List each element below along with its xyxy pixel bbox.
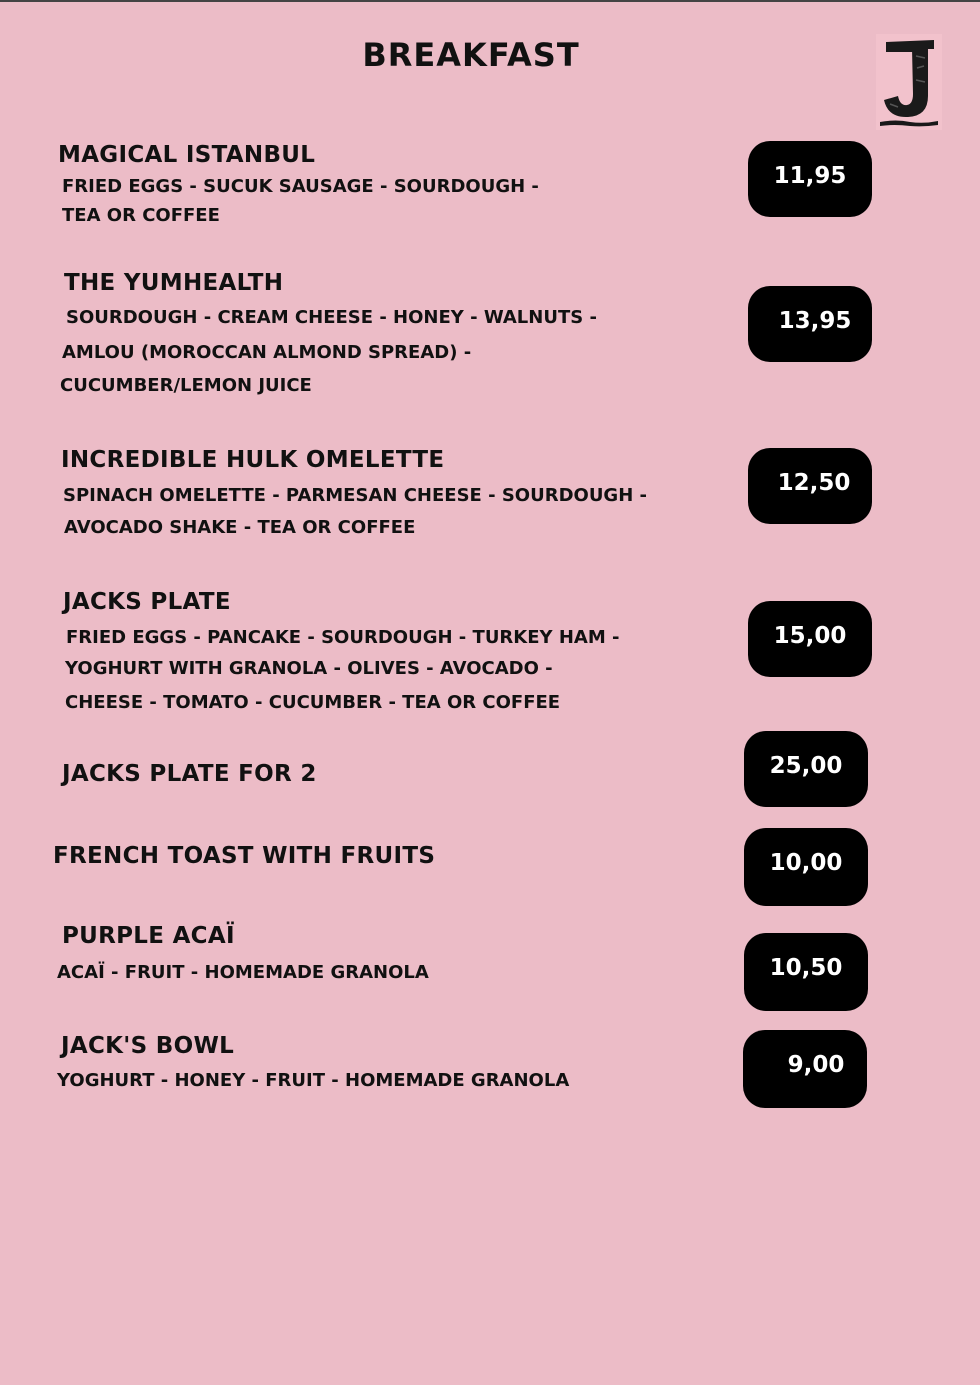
menu-item-description: FRIED EGGS - PANCAKE - SOURDOUGH - TURKEY HAM - bbox=[66, 627, 620, 648]
price-badge: 11,95 bbox=[748, 141, 872, 217]
menu-item-name: JACKS PLATE bbox=[63, 589, 231, 615]
price-badge: 25,00 bbox=[744, 731, 868, 807]
menu-item-description: SOURDOUGH - CREAM CHEESE - HONEY - WALNUTS - bbox=[66, 307, 597, 328]
menu-item-description: SPINACH OMELETTE - PARMESAN CHEESE - SOURDOUGH - bbox=[63, 485, 648, 506]
menu-item-name: MAGICAL ISTANBUL bbox=[58, 142, 316, 168]
menu-item-description: YOGHURT WITH GRANOLA - OLIVES - AVOCADO - bbox=[65, 658, 553, 679]
menu-item-description: CUCUMBER/LEMON JUICE bbox=[60, 375, 312, 396]
menu-item-name: THE YUMHEALTH bbox=[64, 270, 284, 296]
menu-item-description: TEA OR COFFEE bbox=[62, 205, 220, 226]
menu-item-name: JACK'S BOWL bbox=[61, 1033, 235, 1059]
price-badge: 13,95 bbox=[748, 286, 872, 362]
page-title: BREAKFAST bbox=[362, 36, 580, 74]
top-border-line bbox=[0, 0, 980, 2]
price-badge: 12,50 bbox=[748, 448, 872, 524]
menu-item-description: CHEESE - TOMATO - CUCUMBER - TEA OR COFFEE bbox=[65, 692, 561, 713]
menu-item-description: YOGHURT - HONEY - FRUIT - HOMEMADE GRANOLA bbox=[57, 1070, 570, 1091]
j-logo-icon bbox=[876, 34, 942, 130]
menu-item-name: PURPLE ACAÏ bbox=[62, 923, 235, 949]
price-badge: 10,00 bbox=[744, 828, 868, 906]
menu-item-description: ACAÏ - FRUIT - HOMEMADE GRANOLA bbox=[57, 962, 429, 983]
menu-item-description: AMLOU (MOROCCAN ALMOND SPREAD) - bbox=[62, 342, 472, 363]
price-badge: 9,00 bbox=[743, 1030, 867, 1108]
menu-item-name: INCREDIBLE HULK OMELETTE bbox=[61, 447, 445, 473]
menu-item-name: JACKS PLATE FOR 2 bbox=[62, 761, 317, 787]
price-badge: 10,50 bbox=[744, 933, 868, 1011]
menu-item-name: FRENCH TOAST WITH FRUITS bbox=[53, 843, 436, 869]
price-badge: 15,00 bbox=[748, 601, 872, 677]
menu-item-description: AVOCADO SHAKE - TEA OR COFFEE bbox=[64, 517, 416, 538]
menu-item-description: FRIED EGGS - SUCUK SAUSAGE - SOURDOUGH - bbox=[62, 176, 539, 197]
